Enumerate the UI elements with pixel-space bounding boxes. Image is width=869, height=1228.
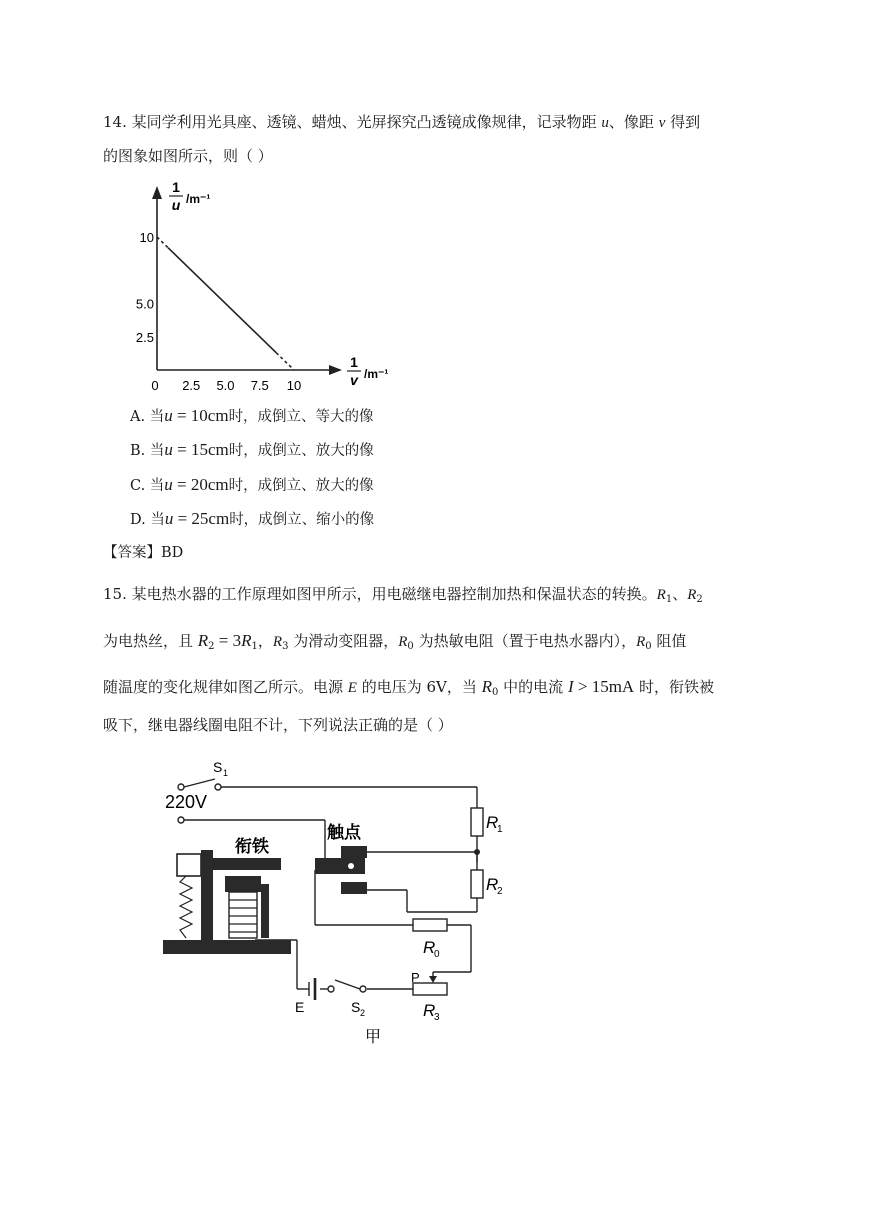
x-label-unit: /m⁻¹ — [364, 367, 389, 381]
q15-text-3c: 中的电流 — [498, 678, 568, 696]
x-label-den: v — [350, 372, 358, 388]
data-line — [168, 248, 276, 353]
eq-r2: R — [197, 631, 209, 650]
p-label: P — [411, 970, 420, 985]
y-tick-label: 5.0 — [135, 296, 154, 312]
e-label: E — [295, 999, 305, 1015]
q15-line3 — [103, 677, 714, 703]
option-c — [130, 475, 374, 496]
var-e: E — [347, 680, 357, 696]
q14-line2: 的图象如图所示，则（ ） — [103, 147, 273, 165]
armature-label: 衔铁 — [235, 837, 269, 856]
sub-0c: 0 — [492, 687, 499, 698]
var-r2: R — [687, 587, 697, 603]
q14-line1 — [103, 112, 700, 133]
q15-text-3e: 时，衔铁被 — [634, 678, 714, 696]
x-tick-label: 0 — [151, 378, 159, 393]
eq-mid: = 3 — [214, 631, 242, 650]
r3-sub: 3 — [434, 1012, 440, 1023]
q15-text-3b: 的电压为 6V，当 — [356, 678, 482, 696]
x-tick-label: 5.0 — [216, 378, 235, 393]
r1-sub: 1 — [497, 824, 503, 835]
q15-line2 — [103, 631, 686, 657]
answer-14: 【答案】BD — [103, 545, 184, 561]
sep: 、 — [672, 585, 688, 603]
r0-sub: 0 — [434, 949, 440, 960]
s1-sub: 1 — [223, 768, 229, 778]
eq-r1-sub: 1 — [251, 641, 258, 652]
r2-label: R — [486, 875, 499, 894]
q15-text-2c: 为滑动变阻器， — [288, 632, 399, 650]
x-label-num: 1 — [350, 354, 358, 370]
q15-text-2d: 为热敏电阻（置于电热水器内）， — [413, 632, 637, 650]
y-axis-arrow — [152, 186, 162, 199]
var-r0: R — [398, 634, 408, 650]
figure-caption: 甲 — [365, 1029, 382, 1046]
option-d-eq: = 25cm — [173, 509, 230, 528]
s1-label: S — [213, 759, 223, 775]
eq-current: > 15mA — [573, 677, 635, 696]
junction-dot — [474, 849, 480, 855]
option-b-eq: = 15cm — [172, 440, 229, 459]
var-v: v — [658, 115, 666, 131]
q14-text-c: 得到 — [665, 113, 701, 131]
q15-text-2e: 阻值 — [651, 632, 687, 650]
relay-mechanism — [163, 846, 367, 954]
option-d — [130, 509, 374, 530]
var-r0c: R — [481, 677, 493, 696]
extrapolated-segment — [276, 353, 294, 370]
eq-r1: R — [241, 631, 252, 650]
option-a-eq: = 10cm — [172, 406, 229, 425]
q15-line4: 吸下，继电器线圈电阻不计，下列说法正确的是（ ） — [103, 716, 453, 734]
relay-circuit-diagram — [155, 750, 515, 1050]
x-axis-arrow — [329, 365, 342, 375]
contact-label: 触点 — [327, 823, 361, 842]
y-label-num: 1 — [172, 179, 180, 195]
option-d-text: 时，成倒立、缩小的像 — [229, 512, 375, 528]
var-u: u — [601, 115, 609, 131]
option-b-label: B. 当 — [130, 443, 165, 459]
y-tick-label: 10 — [139, 230, 154, 245]
eq-r2-sub: 2 — [208, 641, 215, 652]
sub-0b: 0 — [645, 641, 652, 652]
x-tick-label: 7.5 — [250, 378, 269, 393]
voltage-label: 220V — [165, 792, 208, 812]
lens-graph — [135, 172, 405, 397]
sub-0: 0 — [407, 641, 414, 652]
s2-label: S — [351, 999, 361, 1015]
q15-text-2b: ， — [257, 632, 273, 650]
option-d-label: D. 当 — [130, 512, 165, 528]
q15-text-1: 15. 某电热水器的工作原理如图甲所示，用电磁继电器控制加热和保温状态的转换。 — [103, 585, 657, 603]
x-tick-label: 2.5 — [182, 378, 201, 393]
q15-line1 — [103, 584, 703, 610]
sub-1: 1 — [665, 594, 673, 605]
q14-text-a: 14. 某同学利用光具座、透镜、蜡烛、光屏探究凸透镜成像规律，记录物距 — [103, 113, 602, 131]
r1-label: R — [486, 813, 499, 832]
s2-sub: 2 — [360, 1008, 366, 1018]
sub-2: 2 — [696, 594, 703, 605]
sub-3: 3 — [282, 641, 289, 652]
q15-text-3a: 随温度的变化规律如图乙所示。电源 — [103, 678, 348, 696]
option-b-text: 时，成倒立、放大的像 — [228, 443, 374, 459]
option-c-eq: = 20cm — [172, 475, 229, 494]
option-c-label: C. 当 — [130, 478, 165, 494]
r3-label: R — [423, 1001, 436, 1020]
var-r3: R — [272, 634, 283, 650]
option-a — [130, 406, 374, 427]
option-d-var: u — [164, 509, 174, 528]
q14-text-b: 、像距 — [608, 113, 659, 131]
extrapolated-segment — [157, 237, 168, 248]
y-label-unit: /m⁻¹ — [186, 192, 211, 206]
option-a-label: A. 当 — [130, 409, 165, 425]
y-label-den: u — [171, 197, 181, 213]
q15-text-2a: 为电热丝，且 — [103, 632, 198, 650]
var-r0b: R — [636, 634, 646, 650]
slider-pointer — [429, 976, 437, 983]
option-a-text: 时，成倒立、等大的像 — [228, 409, 374, 425]
r2-sub: 2 — [497, 886, 503, 897]
var-i: I — [567, 677, 574, 696]
var-r1: R — [656, 587, 666, 603]
y-tick-label: 2.5 — [135, 329, 154, 345]
option-b — [130, 440, 374, 461]
option-a-var: u — [164, 406, 173, 425]
option-c-var: u — [164, 475, 173, 494]
x-tick-label: 10 — [286, 378, 302, 393]
option-b-var: u — [164, 440, 173, 459]
r0-label: R — [423, 938, 436, 957]
option-c-text: 时，成倒立、放大的像 — [228, 478, 374, 494]
